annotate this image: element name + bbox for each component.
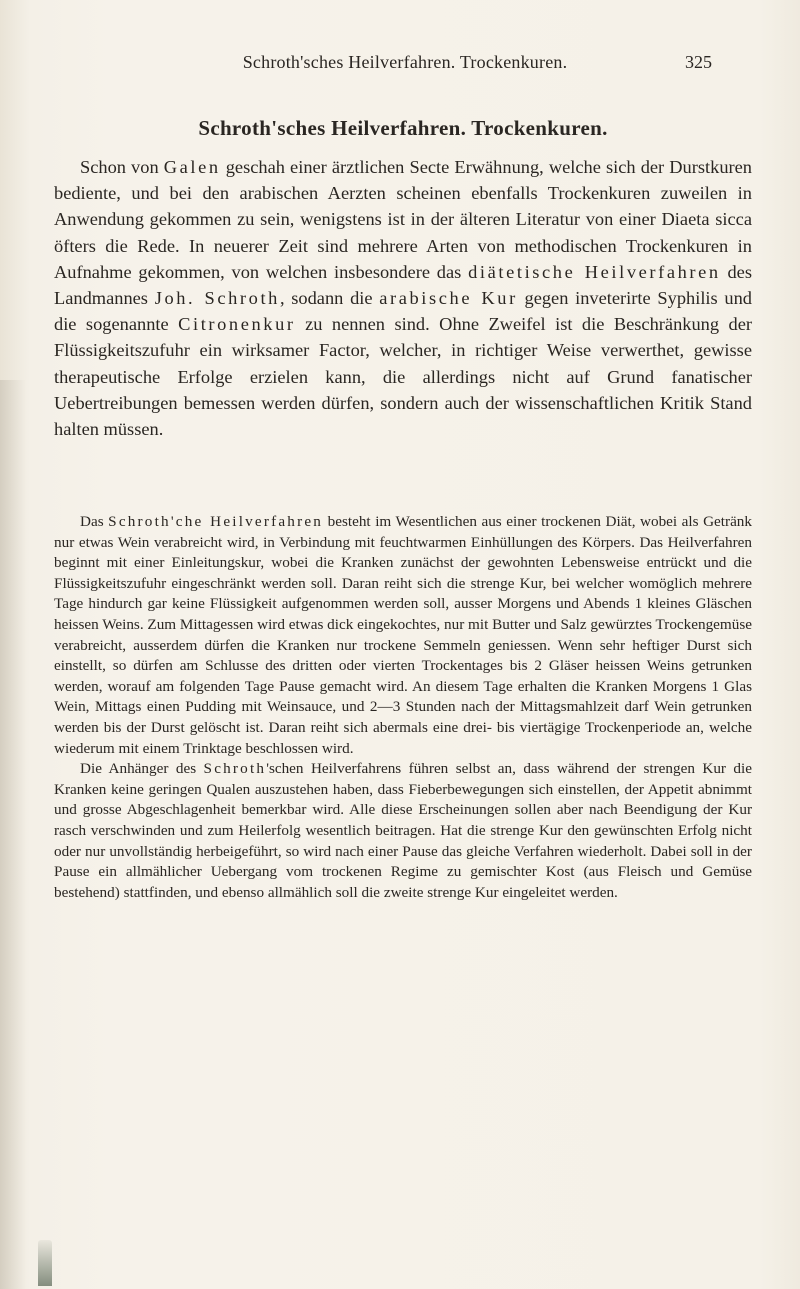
text-run: , sodann die	[279, 288, 380, 309]
spaced-term-schroth-heilverfahren: Schroth'che Heilverfahren	[108, 513, 324, 530]
text-run: Die Anhänger des	[80, 760, 204, 778]
spaced-name-galen: Galen	[163, 157, 221, 177]
paragraph-intro-text	[54, 154, 752, 442]
text-run: geschah einer ärztlichen Secte Erwähnung, welche sich der Durstkuren bediente, und bei den arabischen Aerzten scheinen ebenfalls Trockenkuren zuweilen in Anwendung gekommen zu sein, wenigstens ist in der älteren Literatur von einer Diaeta sicca öfters die Rede. In neuerer Zeit sind mehrere Arten von methodischen Trockenkuren in Aufnahme gekommen, von welchen insbesondere das	[54, 157, 752, 282]
gutter-shadow	[0, 380, 26, 1289]
spaced-term-diaetetische-heilverfahren: diätetische Heilverfahren	[468, 261, 721, 282]
text-run: 'schen Heilverfahrens führen selbst an, dass während der strengen Kur die Kranken keine geringen Qualen auszustehen haben, dass Fieberbewegungen sich einstellen, der Appetit abnimmt und grosse Abgeschlagenheit bemerkbar wird. Alle diese Erscheinungen sollen aber nach Beendigung der Kur rasch verschwinden und zum Heilerfolg wesentlich beitragen. Hat die strenge Kur den gewünschten Erfolg nicht oder nur unvollständig herbeigeführt, so wird nach einer Pause das gleiche Verfahren wiederholt. Dabei soll in der Pause ein allmählicher Uebergang vom trockenen Regime zu gemischter Kost (aus Fleisch und Gemüse bestehend) stattfinden, und ebenso allmählich soll die zweite strenge Kur eingeleitet werden.	[54, 760, 752, 901]
running-head-title: Schroth'sches Heilverfahren. Trockenkuren.	[242, 52, 568, 72]
text-run: zu nennen sind. Ohne Zweifel ist die Beschränkung der Flüssigkeitszufuhr ein wirksamer Factor, welcher, in richtiger Weise verwerthet, gewisse therapeutische Erfolge erzielen kann, die allerdings nicht auf Grund fanatischer Uebertreibungen bemessen werden dürfen, sondern auch der wissenschaftlichen Kritik Stand halten müssen.	[54, 314, 752, 440]
text-run: des Landmannes	[54, 261, 752, 309]
spaced-name-joh-schroth: Joh. Schroth	[154, 288, 280, 309]
paragraph-schroth-method	[54, 512, 752, 759]
paragraph-intro	[54, 154, 752, 442]
text-run: besteht im Wesentlichen aus einer trockenen Diät, wobei als Getränk nur etwas Wein verabreicht wird, in Verbindung mit feuchtwarmen Einhüllungen des Körpers. Das Heilverfahren beginnt mit einer Einleitungskur, wobei die Kranken zunächst der gewohnten Lebensweise entrückt und die Flüssigkeitszufuhr eingeschränkt werden soll. Daran reiht sich die strenge Kur, bei welcher womöglich mehrere Tage hindurch gar keine Flüssigkeit aufgenommen werden soll, ausser Morgens und Abends 1 kleines Gläschen heissen Weins. Zum Mittagessen wird etwas dick eingekochtes, nur mit Butter und Salz gewürztes Trockengemüse verabreicht, ausserdem dürfen die Kranken nur trockene Semmeln geniessen. Wenn sehr heftiger Durst sich einstellt, so dürfen am Schlusse des dritten oder vierten Trockentages bis 2 Gläser heissen Weins getrunken werden, worauf am folgenden Tage Pause gemacht wird. An diesem Tage erhalten die Kranken Morgens 1 Glas Wein, Mittags einen Pudding mit Weinsauce, und 2—3 Stunden nach der Mittagsmahlzeit darf Wein getrunken werden bis der Durst gelöscht ist. Daran reiht sich abermals eine drei- bis viertägige Trockenperiode an, welche wiederum mit einem Trinktage beschlossen wird.	[54, 513, 752, 757]
paragraph-small-print	[54, 512, 752, 903]
spaced-term-arabische-kur: arabische Kur	[379, 288, 518, 309]
spaced-term-citronenkur: Citronenkur	[178, 314, 296, 335]
text-run: Schon von	[80, 157, 164, 177]
text-run: gegen inveterirte Syphilis und die sogenannte	[54, 288, 752, 335]
spaced-name-schroth: Schroth	[203, 760, 267, 778]
running-head	[0, 52, 800, 76]
section-heading: Schroth'sches Heilverfahren. Trockenkuren.	[198, 116, 608, 140]
binding-mark	[38, 1240, 52, 1286]
paragraph-schroth-followers	[54, 759, 752, 903]
text-run: Das	[80, 513, 109, 530]
page-number: 325	[685, 52, 712, 72]
